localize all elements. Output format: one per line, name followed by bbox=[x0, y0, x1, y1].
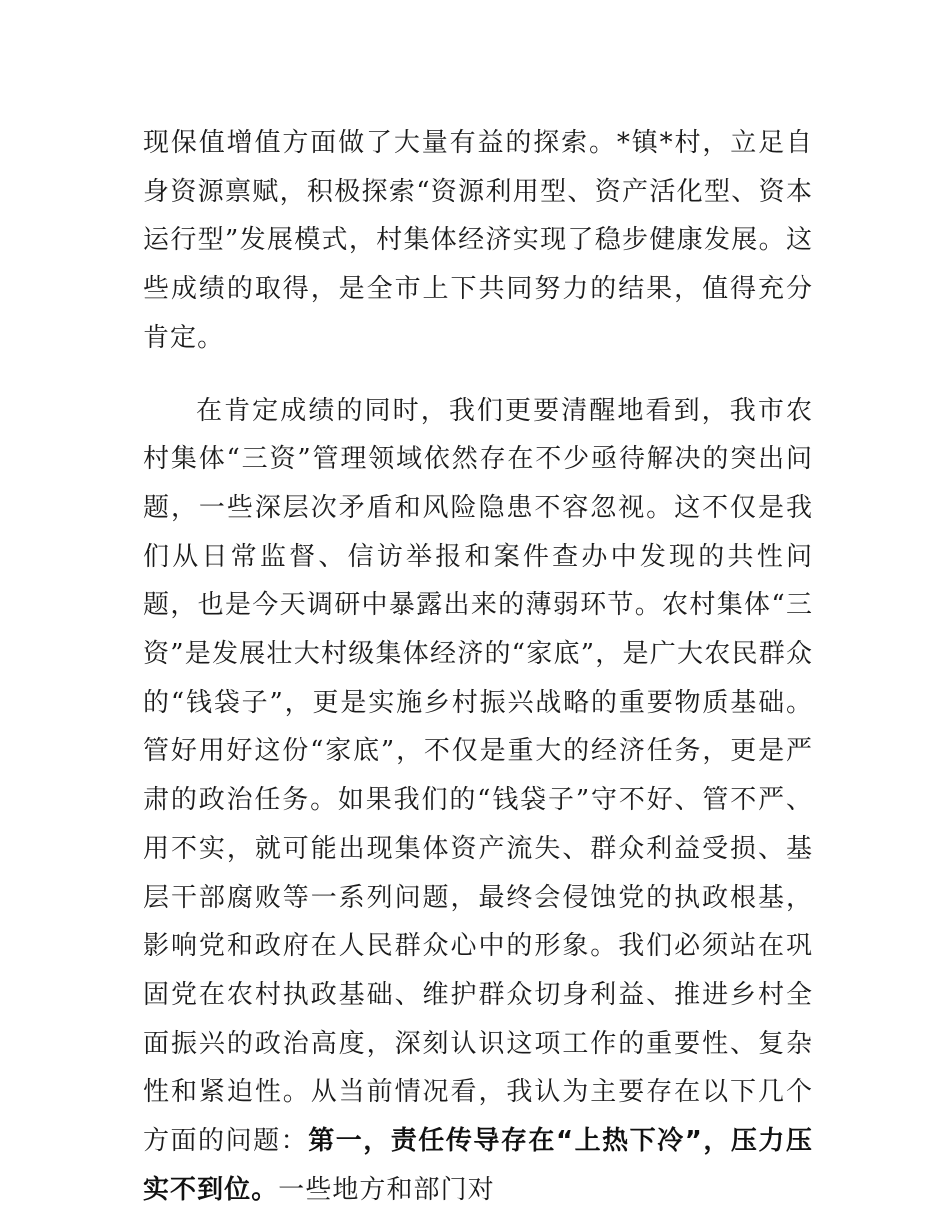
paragraph-1: 现保值增值方面做了大量有益的探索。*镇*村，立足自身资源禀赋，积极探索“资源利用型、资产活化型、资本运行型”发展模式，村集体经济实现了稳步健康发展。这些成绩的取得，是全市上下共同努力的结果，值得充分肯定。 bbox=[143, 128, 813, 353]
document-body bbox=[143, 119, 813, 1214]
paragraph-2-tail: 一些地方和部门对 bbox=[278, 1174, 495, 1205]
paragraph-2-text: 在肯定成绩的同时，我们更要清醒地看到，我市农村集体“三资”管理领域依然存在不少亟待解决的突出问题，一些深层次矛盾和风险隐患不容忽视。这不仅是我们从日常监督、信访举报和案件查办中发现的共性问题，也是今天调研中暴露出来的薄弱环节。农村集体“三资”是发展壮大村级集体经济的“家底”，是广大农民群众的“钱袋子”，更是实施乡村振兴战略的重要物质基础。管好用好这份“家底”，不仅是重大的经济任务，更是严肃的政治任务。如果我们的“钱袋子”守不好、管不严、用不实，就可能出现集体资产流失、群众利益受损、基层干部腐败等一系列问题，最终会侵蚀党的执政根基，影响党和政府在人民群众心中的形象。我们必须站在巩固党在农村执政基础、维护群众切身利益、推进乡村全面振兴的政治高度，深刻认识这项工作的重要性、复杂性和紧迫性。从当前情况看，我认为主要存在以下几个方面的问题： bbox=[143, 395, 813, 1157]
paragraph-2-bold-heading: 第一，责任传导存在“上热下冷”，压力压实不到位。 bbox=[143, 1126, 813, 1205]
paragraph-2 bbox=[143, 387, 813, 1215]
